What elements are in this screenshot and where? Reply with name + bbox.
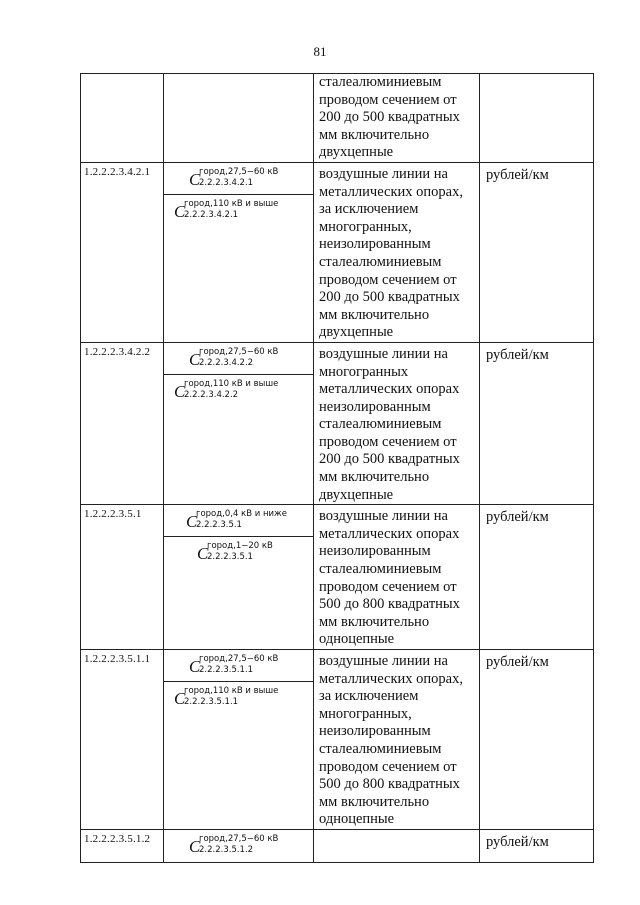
description-cell: воздушные линии на металлических опорах, за исключением многогранных, неизолированным сталеалюминиевым проводом сечением от 500 до 800 квадратных мм включительно одноцепные bbox=[314, 650, 480, 830]
code-cell: 1.2.2.2.3.5.1.2 bbox=[81, 829, 164, 862]
formula: C город,27,5−60 кВ 2.2.2.3.4.2.1 bbox=[164, 163, 313, 195]
formula-cell bbox=[164, 162, 314, 342]
formula: C город,110 кВ и выше 2.2.2.3.5.1.1 bbox=[174, 686, 279, 708]
tariff-table bbox=[80, 73, 594, 863]
table-row bbox=[81, 650, 594, 830]
unit-cell: рублей/км bbox=[480, 342, 594, 504]
description-cell: воздушные линии на многогранных металлических опорах неизолированным сталеалюминиевым проводом сечением от 200 до 500 квадратных мм включительно двухцепные bbox=[314, 342, 480, 504]
unit-cell bbox=[480, 74, 594, 163]
table-row bbox=[81, 162, 594, 342]
formula-cell bbox=[164, 342, 314, 504]
description-cell bbox=[314, 829, 480, 862]
description-cell: сталеалюминиевым проводом сечением от 200 до 500 квадратных мм включительно двухцепные bbox=[314, 74, 480, 163]
unit-cell: рублей/км bbox=[480, 829, 594, 862]
unit-cell: рублей/км bbox=[480, 162, 594, 342]
formula-cell bbox=[164, 74, 314, 163]
unit-cell: рублей/км bbox=[480, 650, 594, 830]
code-cell: 1.2.2.2.3.5.1 bbox=[81, 505, 164, 650]
formula-cell bbox=[164, 505, 314, 650]
formula: C город,27,5−60 кВ 2.2.2.3.5.1.2 bbox=[189, 833, 279, 856]
description-cell: воздушные линии на металлических опорах неизолированным сталеалюминиевым проводом сечением от 500 до 800 квадратных мм включительно одноцепные bbox=[314, 505, 480, 650]
table-row bbox=[81, 829, 594, 862]
page-number: 81 bbox=[313, 44, 327, 59]
table-row bbox=[81, 74, 594, 163]
table-row bbox=[81, 342, 594, 504]
code-cell: 1.2.2.2.3.4.2.2 bbox=[81, 342, 164, 504]
table-row bbox=[81, 505, 594, 650]
formula: C город,1−20 кВ 2.2.2.3.5.1 bbox=[197, 541, 273, 564]
description-cell: воздушные линии на металлических опорах, за исключением многогранных, неизолированным сталеалюминиевым проводом сечением от 200 до 500 квадратных мм включительно двухцепные bbox=[314, 162, 480, 342]
code-cell: 1.2.2.2.3.5.1.1 bbox=[81, 650, 164, 830]
formula: C город,110 кВ и выше 2.2.2.3.4.2.1 bbox=[174, 198, 279, 221]
formula: C город,27,5−60 кВ 2.2.2.3.5.1.1 bbox=[164, 650, 313, 682]
formula: C город,27,5−60 кВ 2.2.2.3.4.2.2 bbox=[164, 343, 313, 375]
code-cell bbox=[81, 74, 164, 163]
formula: C город,110 кВ и выше 2.2.2.3.4.2.2 bbox=[174, 378, 279, 401]
formula-cell bbox=[164, 829, 314, 862]
unit-cell: рублей/км bbox=[480, 505, 594, 650]
formula-cell bbox=[164, 650, 314, 830]
code-cell: 1.2.2.2.3.4.2.1 bbox=[81, 162, 164, 342]
formula: C город,0,4 кВ и ниже 2.2.2.3.5.1 bbox=[164, 505, 313, 537]
